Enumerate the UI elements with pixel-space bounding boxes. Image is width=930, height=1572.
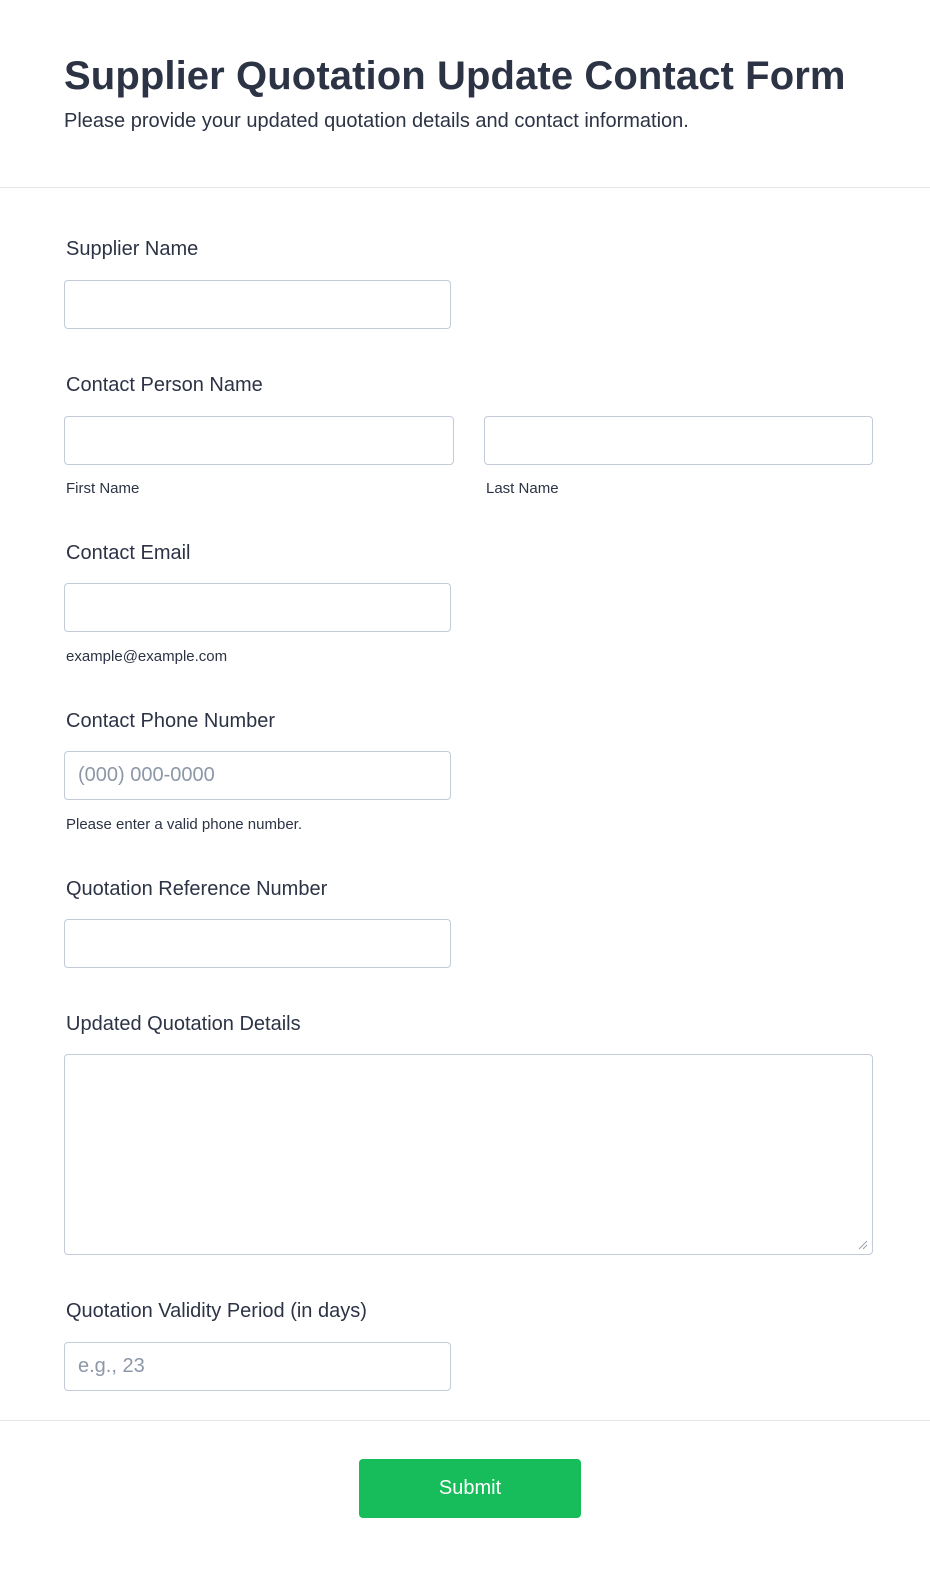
last-name-sublabel: Last Name (486, 480, 559, 497)
contact-email-sublabel: example@example.com (66, 648, 228, 665)
quotation-reference-input[interactable] (64, 919, 451, 968)
footer-divider (0, 1420, 930, 1421)
contact-person-label: Contact Person Name (66, 374, 263, 396)
quotation-reference-label: Quotation Reference Number (66, 878, 328, 900)
contact-email-input[interactable] (64, 583, 451, 632)
contact-phone-label: Contact Phone Number (66, 710, 276, 732)
first-name-input[interactable] (64, 416, 454, 465)
updated-details-label: Updated Quotation Details (66, 1013, 301, 1035)
validity-period-label: Quotation Validity Period (in days) (66, 1300, 367, 1322)
supplier-name-input[interactable] (64, 280, 451, 329)
form-header (0, 0, 930, 188)
page-subtitle: Please provide your updated quotation details and contact information. (64, 110, 689, 132)
validity-period-input[interactable] (64, 1342, 451, 1391)
page-title: Supplier Quotation Update Contact Form (64, 54, 846, 98)
contact-phone-sublabel: Please enter a valid phone number. (66, 816, 302, 833)
contact-email-label: Contact Email (66, 542, 191, 564)
resize-grip-icon[interactable] (856, 1238, 868, 1250)
last-name-input[interactable] (484, 416, 873, 465)
submit-button[interactable]: Submit (359, 1459, 581, 1518)
updated-details-textarea[interactable] (64, 1054, 873, 1255)
first-name-sublabel: First Name (66, 480, 140, 497)
contact-phone-input[interactable] (64, 751, 451, 800)
supplier-name-label: Supplier Name (66, 238, 199, 260)
